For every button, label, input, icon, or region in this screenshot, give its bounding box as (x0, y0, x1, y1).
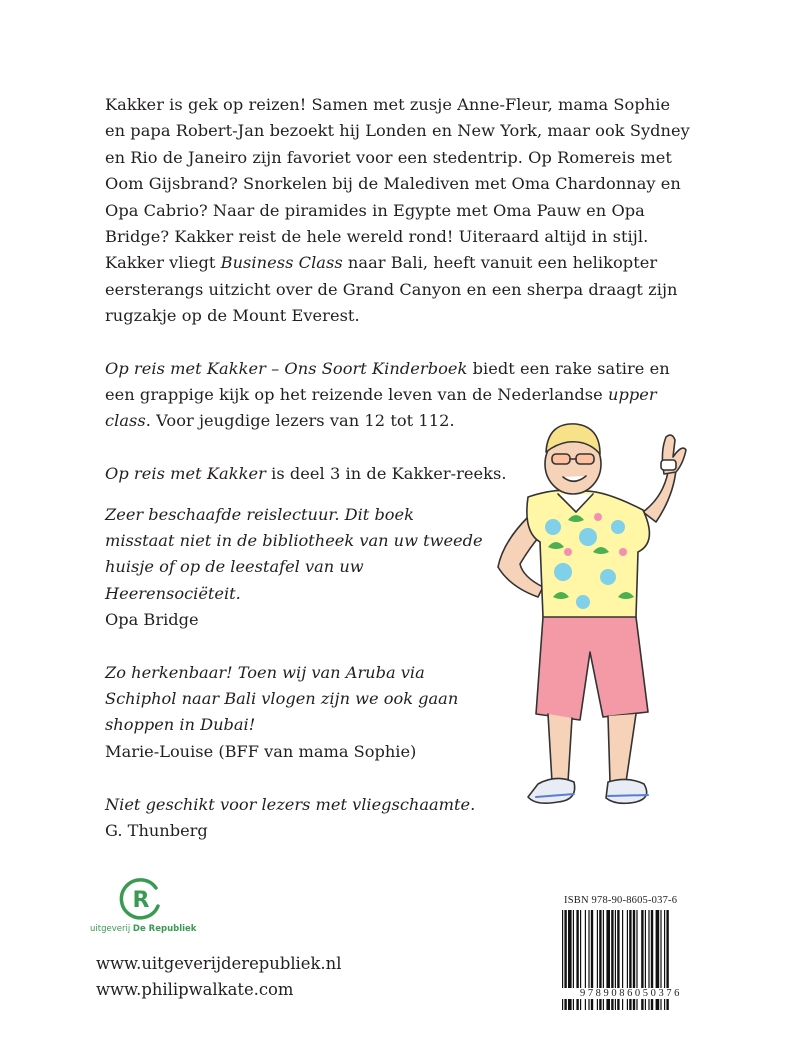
isbn-barcode (558, 894, 708, 1016)
review-quote (105, 792, 485, 844)
publisher-name: uitgeverij De Republiek (90, 924, 197, 934)
republiek-logo-icon (118, 876, 164, 922)
blurb-paragraph-1: Kakker is gek op reizen! Samen met zusje Anne-Fleur, mama Sophie en papa Robert-Jan bezoekt hij Londen en New York, maar ook Sydney en Rio de Janeiro zijn favoriet voor een stedentrip. Op Romereis met Oom Gijsbrand? Snorkelen bij de Malediven met Oma Chardonnay en Opa Cabrio? Naar de piramides in Egypte met Oma Pauw en Opa Bridge? Kakker reist de hele wereld rond! Uiteraard altijd in stijl. Kakker vliegt Business Class naar Bali, heeft vanuit een helikopter eersterangs uitzicht over de Grand Canyon en een sherpa draagt zijn rugzakje op de Mount Everest. (105, 95, 690, 326)
quote-author: Marie-Louise (BFF van mama Sophie) (105, 741, 417, 761)
quote-author: G. Thunberg (105, 821, 208, 841)
website-links (96, 951, 341, 1003)
publisher-logo (90, 876, 197, 934)
quote-text: Niet geschikt voor lezers met vliegschaamte. (105, 794, 476, 814)
quote-text: Zo herkenbaar! Toen wij van Aruba via Schiphol naar Bali vlogen zijn we ook gaan shoppen in Dubai! (105, 663, 459, 735)
quote-text: Zeer beschaafde reislectuur. Dit boek misstaat niet in de bibliotheek van uw tweede huisje of op de leestafel van uw Heerensociëteit. (105, 505, 483, 603)
quote-author: Opa Bridge (105, 609, 199, 629)
barcode-digits: 9789086050376 (558, 988, 704, 999)
review-quote (105, 502, 485, 633)
logo-letter: R (132, 888, 150, 913)
blurb-paragraph-3: Op reis met Kakker is deel 3 in de Kakker-reeks. (105, 463, 507, 483)
review-quote (105, 660, 485, 765)
publisher-url: www.uitgeverijderepubliek.nl (96, 954, 342, 973)
author-url: www.philipwalkate.com (96, 980, 294, 999)
isbn-label: ISBN 978-90-8605-037-6 (564, 895, 678, 906)
kakker-illustration (468, 402, 708, 842)
blurb-paragraph-2: Op reis met Kakker – Ons Soort Kinderboek biedt een rake satire en een grappige kijk op het reizende leven van de Nederlandse upper class. Voor jeugdige lezers van 12 tot 112. (105, 358, 670, 431)
review-quotes (105, 502, 485, 871)
